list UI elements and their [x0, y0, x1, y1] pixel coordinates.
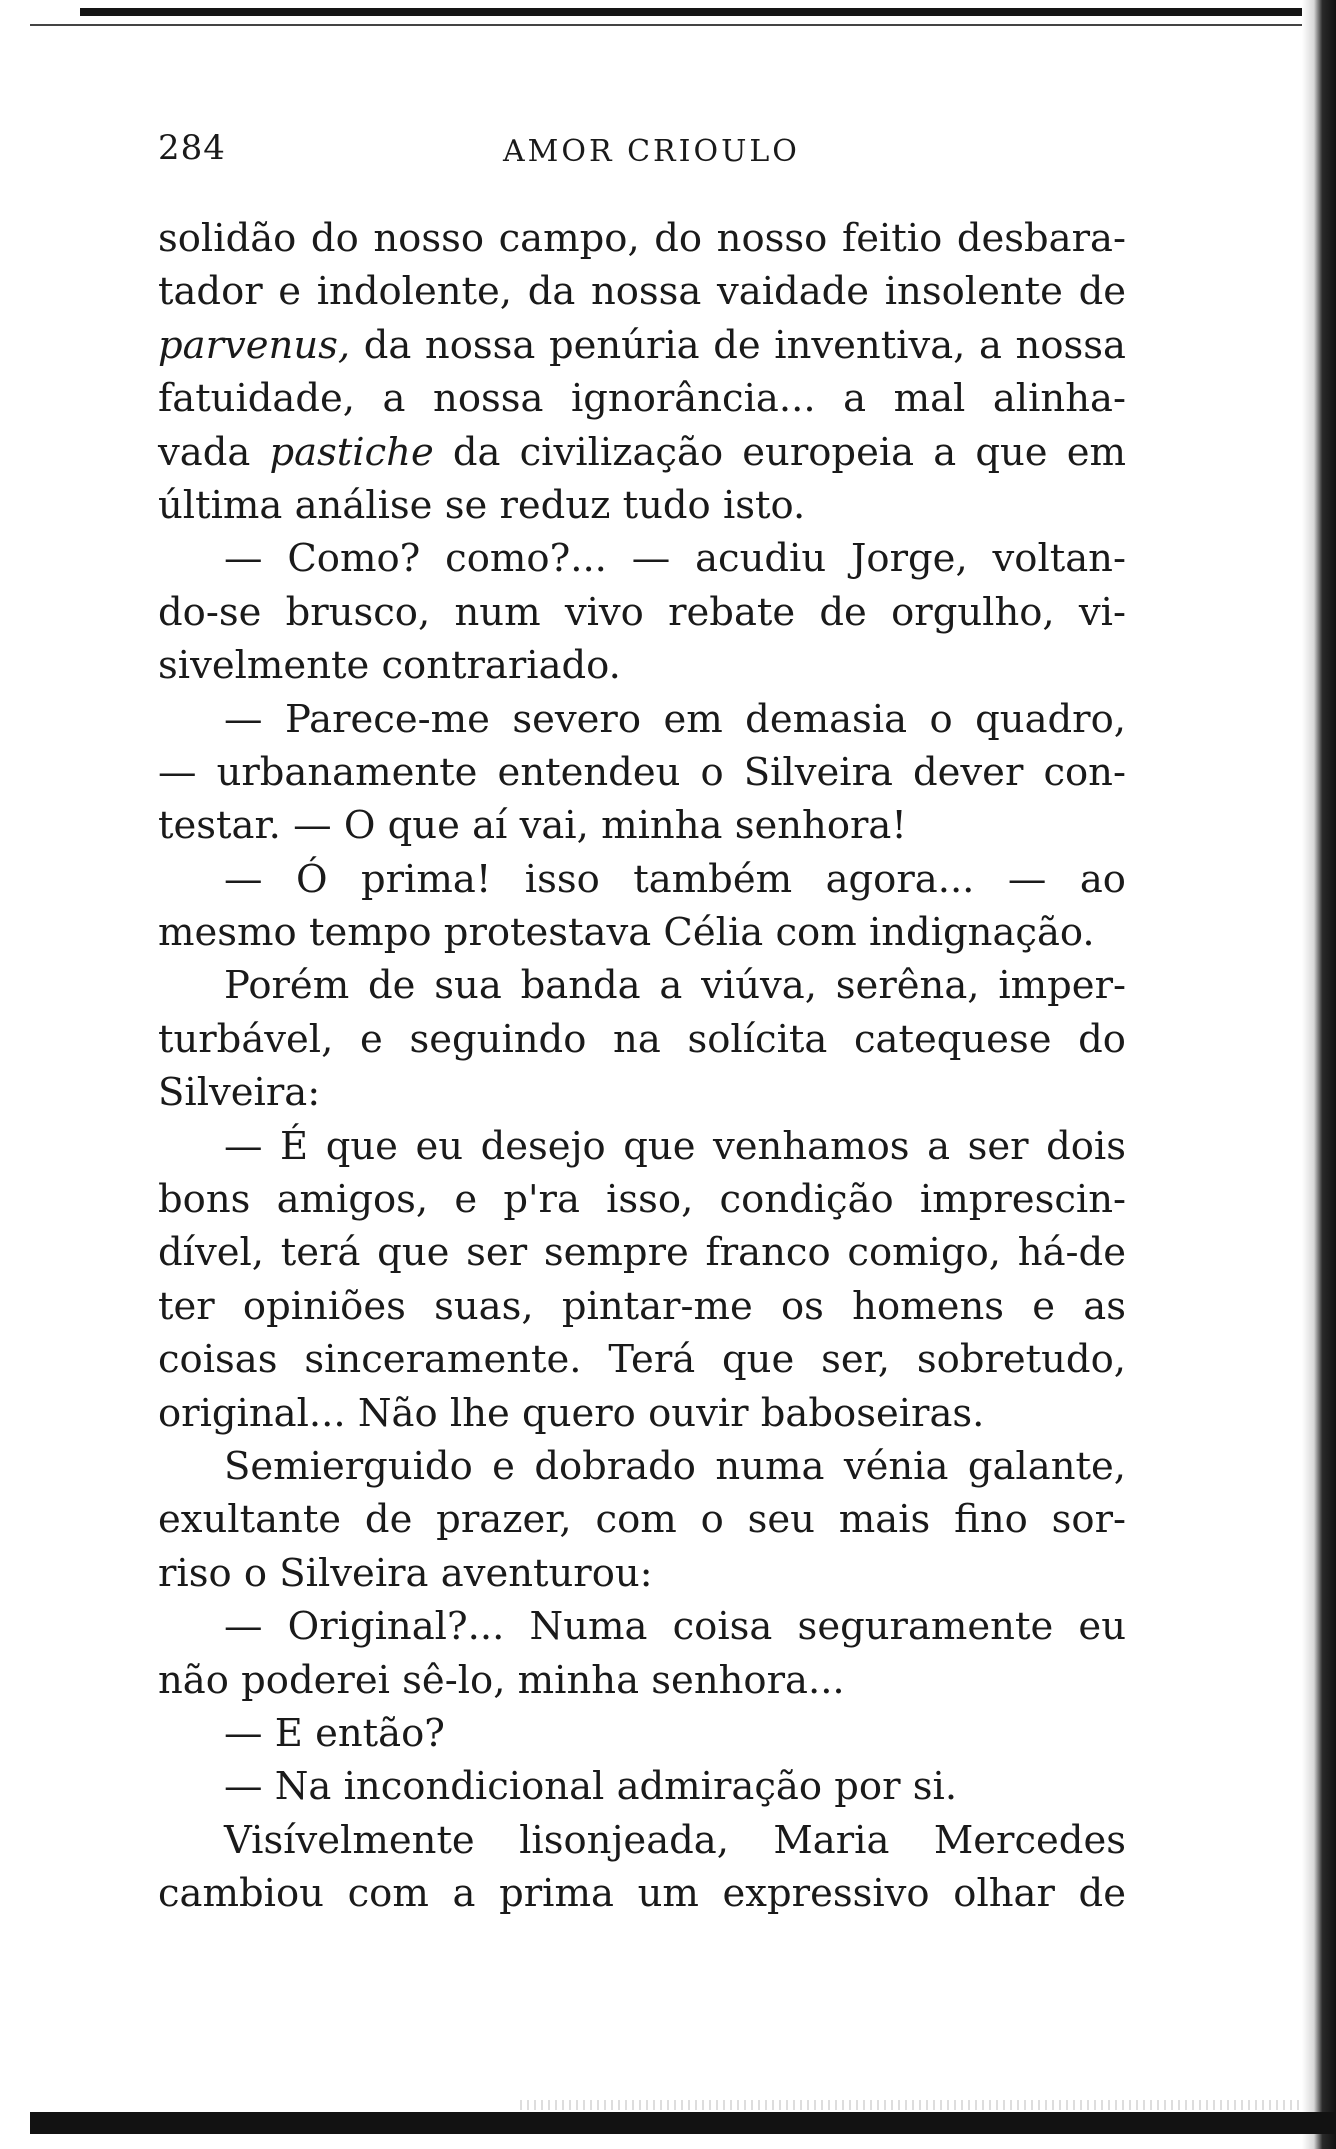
line-text: — Como? como?... — acudiu Jorge, voltan- — [224, 536, 1126, 582]
text-line — [158, 426, 1126, 479]
line-text: coisas sinceramente. Terá que ser, sobretudo, — [158, 1337, 1126, 1383]
line-text: Silveira: — [158, 1070, 321, 1116]
line-text: Porém de sua banda a viúva, serêna, imper- — [224, 963, 1126, 1009]
line-text: última análise se reduz tudo isto. — [158, 482, 806, 528]
text-line — [158, 1814, 1126, 1867]
text-line — [158, 1120, 1126, 1173]
text-line — [158, 319, 1126, 372]
line-text: fatuidade, a nossa ignorância... a mal alinha- — [158, 376, 1126, 422]
text-line — [158, 1173, 1126, 1226]
line-text: não poderei sê-lo, minha senhora... — [158, 1657, 845, 1703]
text-line — [158, 212, 1126, 265]
line-text: tador e indolente, da nossa vaidade insolente de — [158, 269, 1126, 315]
text-line — [158, 1066, 1126, 1119]
line-text: da civilização europeia a que em — [433, 429, 1127, 475]
text-line — [158, 1600, 1126, 1653]
text-line — [158, 1226, 1126, 1279]
line-text: ter opiniões suas, pintar-me os homens e as — [158, 1283, 1126, 1329]
text-line — [158, 1867, 1126, 1920]
line-text: — Na incondicional admiração por si. — [224, 1764, 958, 1810]
text-line — [158, 1707, 1126, 1760]
line-text: turbável, e seguindo na solícita catequese do — [158, 1016, 1126, 1062]
text-line — [158, 1493, 1126, 1546]
text-line — [158, 1654, 1126, 1707]
line-text: cambiou com a prima um expressivo olhar de — [158, 1871, 1126, 1917]
line-text: exultante de prazer, com o seu mais fino sor- — [158, 1497, 1126, 1543]
text-line — [158, 586, 1126, 639]
text-line — [158, 906, 1126, 959]
line-text: sivelmente contrariado. — [158, 643, 621, 689]
text-line — [158, 1280, 1126, 1333]
text-line — [158, 1760, 1126, 1813]
text-line — [158, 693, 1126, 746]
italic-word: pastiche — [269, 429, 434, 475]
text-line — [158, 1387, 1126, 1440]
bottom-scan-noise — [520, 2100, 1300, 2110]
line-text: — urbanamente entendeu o Silveira dever con- — [158, 749, 1126, 795]
line-text: Semierguido e dobrado numa vénia galante, — [224, 1443, 1126, 1489]
line-text: dível, terá que ser sempre franco comigo, há-de — [158, 1230, 1126, 1276]
page-header — [158, 128, 1118, 178]
line-text: original... Não lhe quero ouvir baboseiras. — [158, 1390, 985, 1436]
line-text: — Parece-me severo em demasia o quadro, — [224, 696, 1126, 742]
text-line — [158, 1547, 1126, 1600]
line-text: riso o Silveira aventurou: — [158, 1550, 653, 1596]
line-text: testar. — O que aí vai, minha senhora! — [158, 803, 907, 849]
text-line — [158, 746, 1126, 799]
italic-word: parvenus, — [158, 322, 351, 368]
line-text: — É que eu desejo que venhamos a ser dois — [224, 1123, 1126, 1169]
line-text: — Ó prima! isso também agora... — ao — [224, 856, 1126, 902]
line-text: bons amigos, e p'ra isso, condição imprescin- — [158, 1177, 1126, 1223]
text-line — [158, 1013, 1126, 1066]
line-text: vada — [158, 429, 270, 475]
body-text — [158, 212, 1126, 1921]
text-line — [158, 799, 1126, 852]
line-text: mesmo tempo protestava Célia com indignação. — [158, 910, 1095, 956]
line-text: do-se brusco, num vivo rebate de orgulho, vi- — [158, 589, 1126, 635]
line-text: — Original?... Numa coisa seguramente eu — [224, 1604, 1126, 1650]
running-title: AMOR CRIOULO — [503, 134, 800, 169]
bottom-border-rule — [30, 2112, 1336, 2134]
text-line — [158, 639, 1126, 692]
page-number: 284 — [158, 128, 226, 168]
text-line — [158, 372, 1126, 425]
text-line — [158, 959, 1126, 1012]
line-text: solidão do nosso campo, do nosso feitio desbara- — [158, 216, 1126, 261]
text-line — [158, 532, 1126, 585]
text-line — [158, 853, 1126, 906]
text-line — [158, 1333, 1126, 1386]
top-border-rule — [80, 8, 1310, 16]
text-line — [158, 1440, 1126, 1493]
line-text: Visívelmente lisonjeada, Maria Mercedes — [224, 1817, 1126, 1863]
page-right-edge-shadow — [1302, 0, 1336, 2149]
line-text: — E então? — [224, 1710, 445, 1756]
text-line — [158, 479, 1126, 532]
text-line — [158, 265, 1126, 318]
top-thin-rule — [30, 24, 1310, 26]
line-text: da nossa penúria de inventiva, a nossa — [350, 322, 1126, 368]
